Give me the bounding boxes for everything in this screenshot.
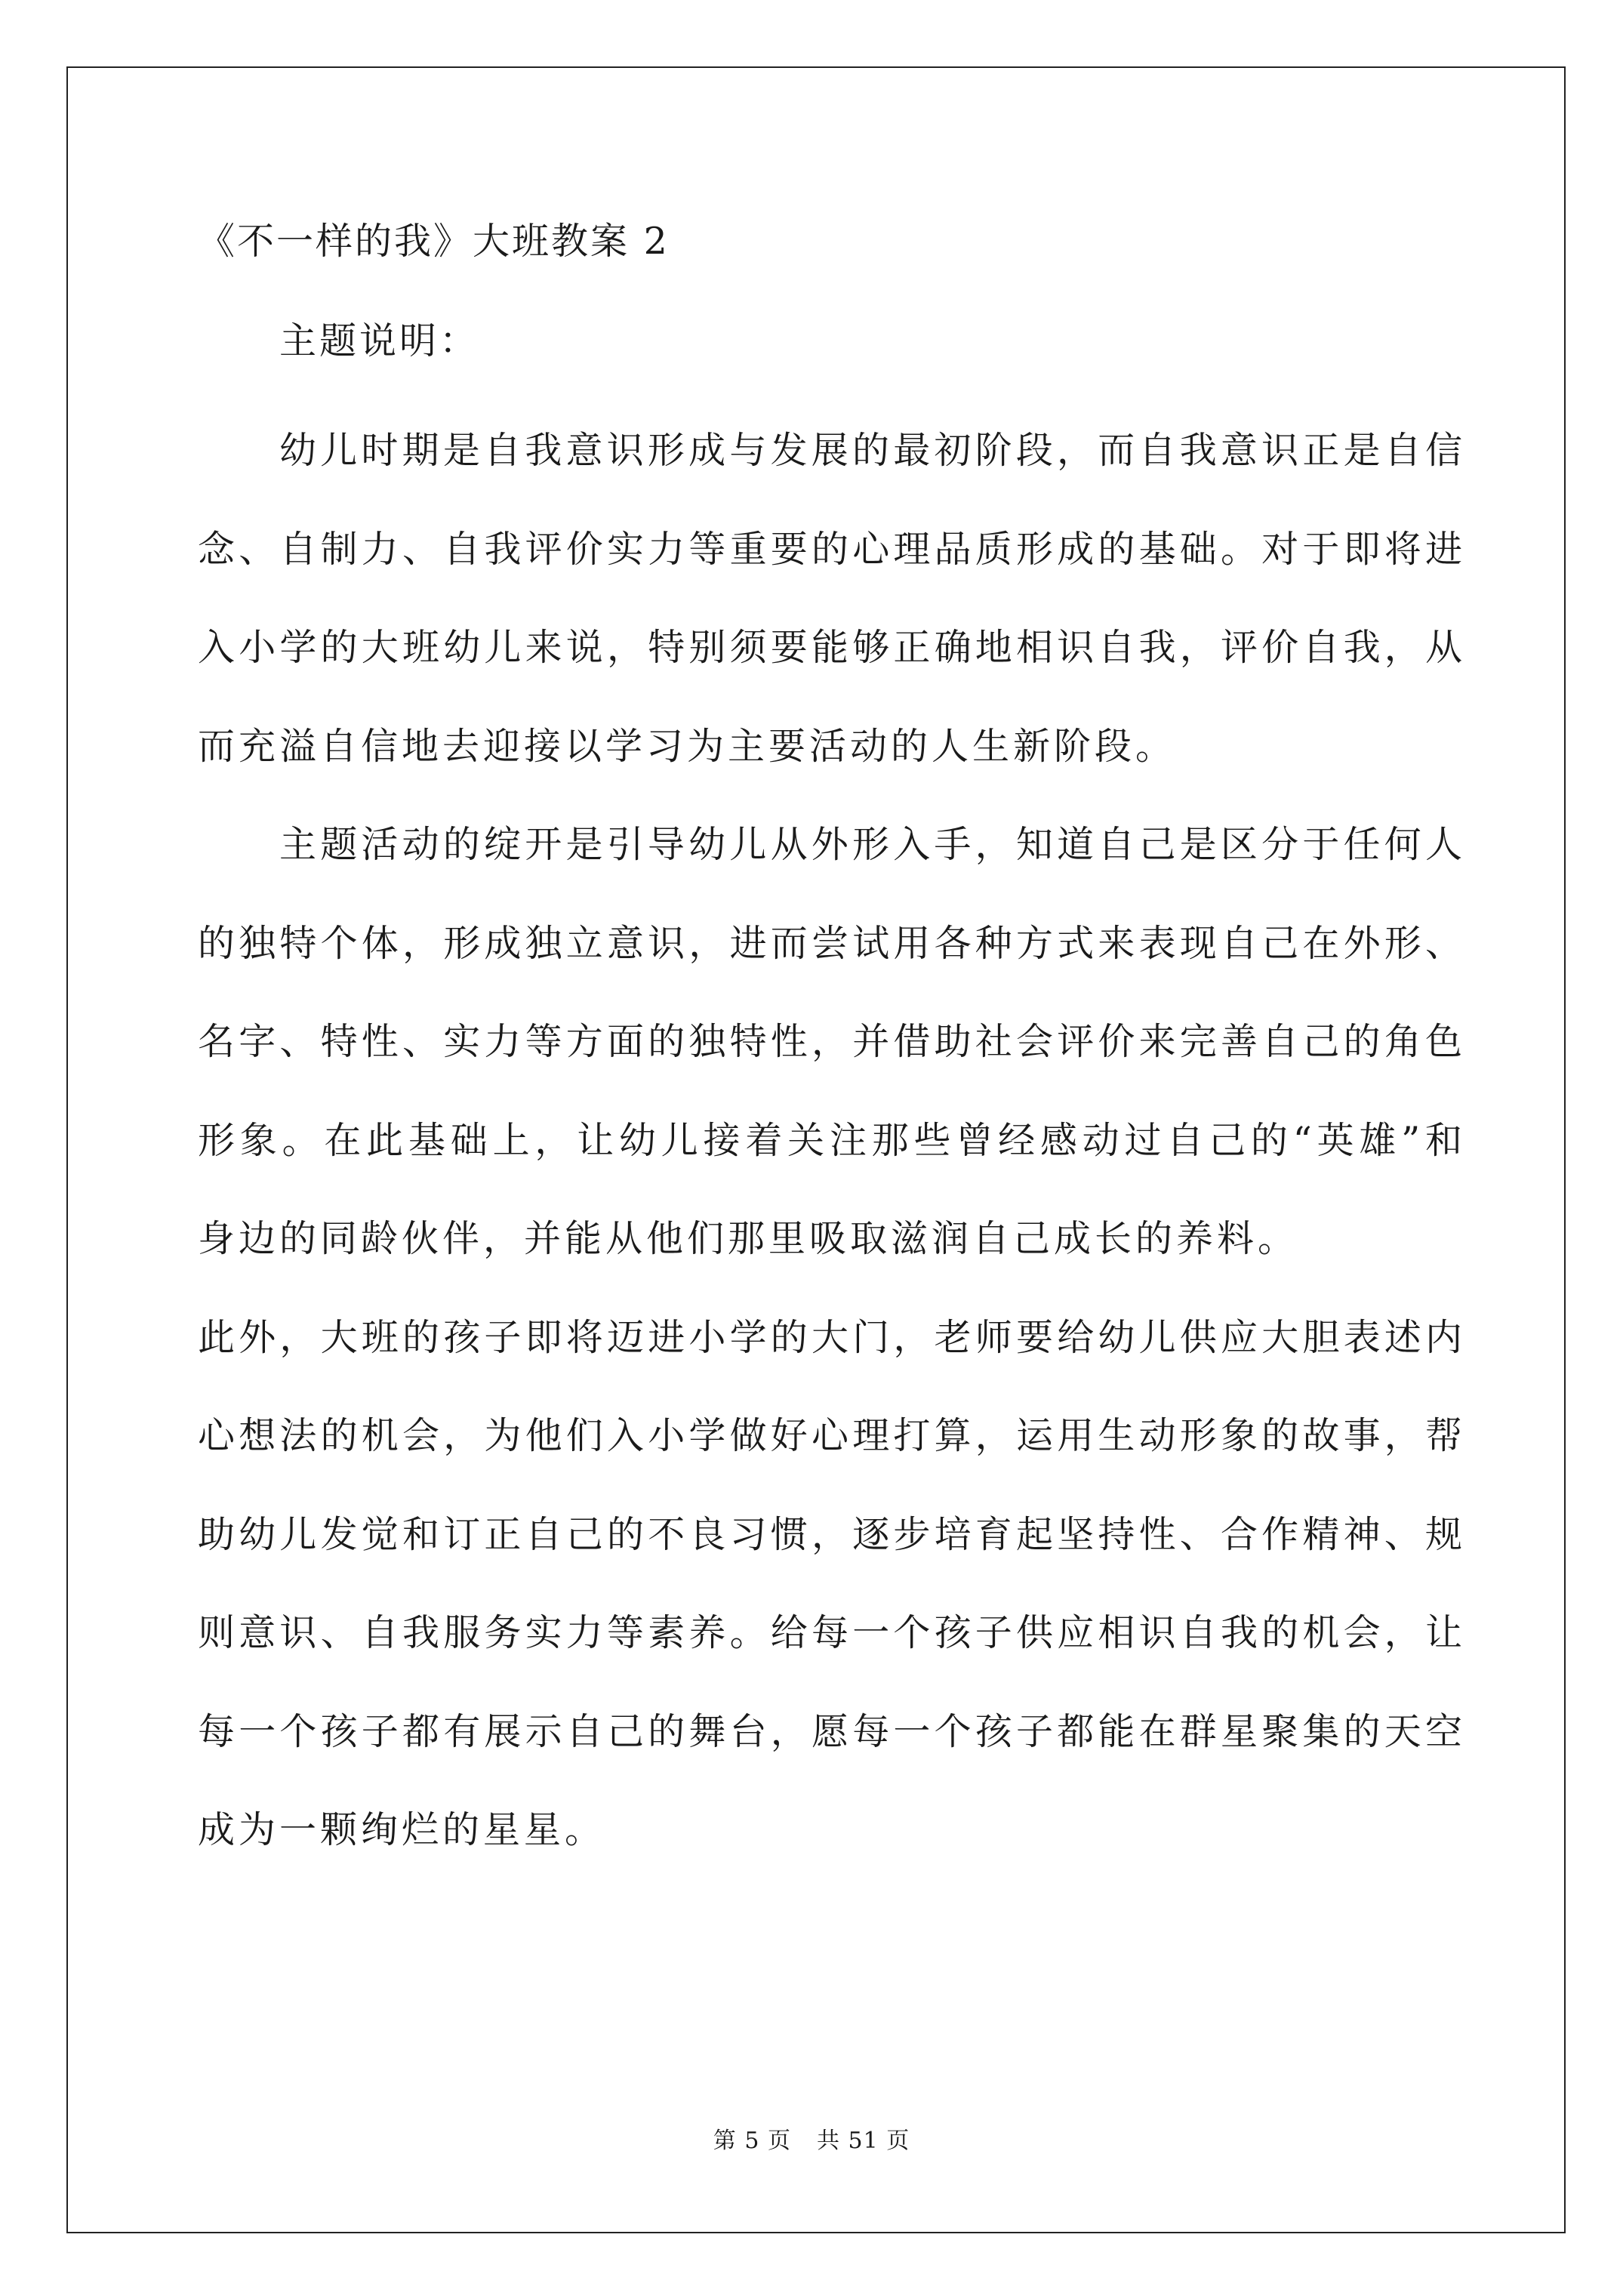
document-body [198,219,1466,1880]
paragraph-1: 幼儿时期是自我意识形成与发展的最初阶段，而自我意识正是自信念、自制力、自我评价实力等重要的心理品质形成的基础。对于即将进入小学的大班幼儿来说，特别须要能够正确地相识自我，评价自我，从而充溢自信地去迎接以学习为主要活动的人生新阶段。 [198,429,1466,768]
page-footer [0,2128,1623,2155]
document-title: 《不一样的我》大班教案 2 [198,220,670,263]
paragraph-3: 此外，大班的孩子即将迈进小学的大门，老师要给幼儿供应大胆表述内心想法的机会，为他们入小学做好心理打算，运用生动形象的故事，帮助幼儿发觉和订正自己的不良习惯，逐步培育起坚持性、合作精神、规则意识、自我服务实力等素养。给每一个孩子供应相识自我的机会，让每一个孩子都有展示自己的舞台，愿每一个孩子都能在群星聚集的天空成为一颗绚烂的星星。 [198,1315,1466,1851]
page-number-current: 第 5 页 [713,2128,791,2154]
page-number-total: 共 51 页 [816,2128,910,2154]
section-heading: 主题说明： [279,319,480,362]
paragraph-2: 主题活动的绽开是引导幼儿从外形入手，知道自己是区分于任何人的独特个体，形成独立意识，进而尝试用各种方式来表现自己在外形、名字、特性、实力等方面的独特性，并借助社会评价来完善自己的角色形象。在此基础上，让幼儿接着关注那些曾经感动过自己的“英雄”和身边的同龄伙伴，并能从他们那里吸取滋润自己成长的养料。 [198,823,1466,1260]
